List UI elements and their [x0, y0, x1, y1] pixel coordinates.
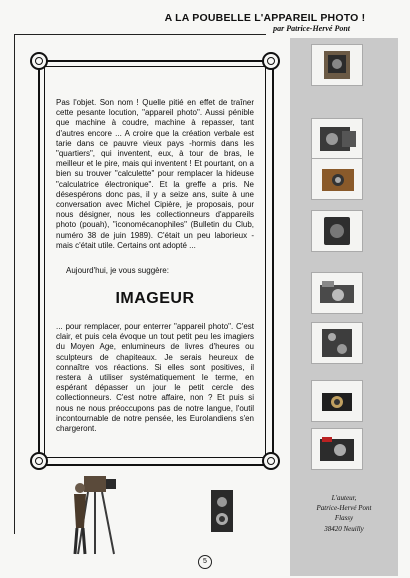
caption-line: Patrice-Hervé Pont: [316, 504, 372, 513]
press-camera-icon: [311, 118, 363, 160]
box-camera-icon: [311, 158, 363, 200]
caption-line: Flassy: [334, 514, 354, 523]
keyword-heading: IMAGEUR: [115, 290, 195, 307]
header-title: A LA POUBELLE L'APPAREIL PHOTO !: [164, 12, 366, 24]
frame-corner-ornament: [262, 452, 280, 470]
twin-lens-camera-icon: [208, 488, 236, 534]
top-rule: [14, 34, 266, 35]
caption-line: L'auteur,: [331, 494, 357, 502]
left-rule: [14, 34, 15, 534]
instant-camera-icon: [311, 428, 363, 470]
bakelite-camera-icon: [311, 210, 363, 252]
folding-camera-icon: [311, 44, 363, 86]
rangefinder-camera-icon: [311, 272, 363, 314]
article-paragraph-2: [56, 322, 254, 434]
photographer-illustration-icon: [70, 468, 134, 558]
paragraph-text: ... pour remplacer, pour enterrer "appareil photo". C'est clair, et puis cela évoque un tout petit peu les imagiers du Moyen Age, enlumineurs de livres d'heures ou sculpteurs de chapiteaux. Je serais heureux de connaître vos réactions. Si elles sont positives, il restera à utiliser systématiquement le terme, en espérant dépasser un jour le petit cercle des collectionneurs. C'est notre affaire, non ? Et puis si nous ne nous préoccupons pas de notre langue, l'outil incontournable de notre pensée, les Eurolandiens s'en chargeront.: [56, 322, 254, 434]
frame-corner-ornament: [30, 52, 48, 70]
caption-line: 38420 Neuilly: [324, 524, 364, 533]
frame-corner-ornament: [30, 452, 48, 470]
page-number: 5: [198, 555, 212, 569]
frame-corner-ornament: [262, 52, 280, 70]
stereo-camera-icon: [311, 322, 363, 364]
header-author: par Patrice-Hervé Pont: [273, 24, 350, 33]
article-paragraph-1: [56, 98, 254, 251]
compact-camera-icon: [311, 380, 363, 422]
suggestion-lead: Aujourd'hui, je vous suggère:: [66, 266, 169, 275]
paragraph-text: Pas l'objet. Son nom ! Quelle pitié en effet de traîner cette pesante locution, "appareil photo". Aussi pénible que machine à coudre, machine à repasser, tant d'autres encore ... A croire que la création verbale est tarie dans ce pauvre vieux pays -hormis dans les "quartiers", qui inventent, eux, à tour de bras, le meilleur et le pire, mais qui inventent ! Et pourtant, on a bien su trouver "calculette" pour remplacer la hideuse "calculatrice électronique". Et la greffe a pris. Ne désespérons donc pas, il y a seize ans, suite à une conversation avec Michel Cipière, je proposais, pour nous désigner, nous les collectionneurs d'appareils photo (pouah), "iconomécanophiles" (Bulletin du Club, numéro 38 de juin 1989). C'était un peu laborieux - mais c'était utile. Certains ont adopté ...: [56, 98, 254, 250]
author-caption: [292, 493, 396, 534]
